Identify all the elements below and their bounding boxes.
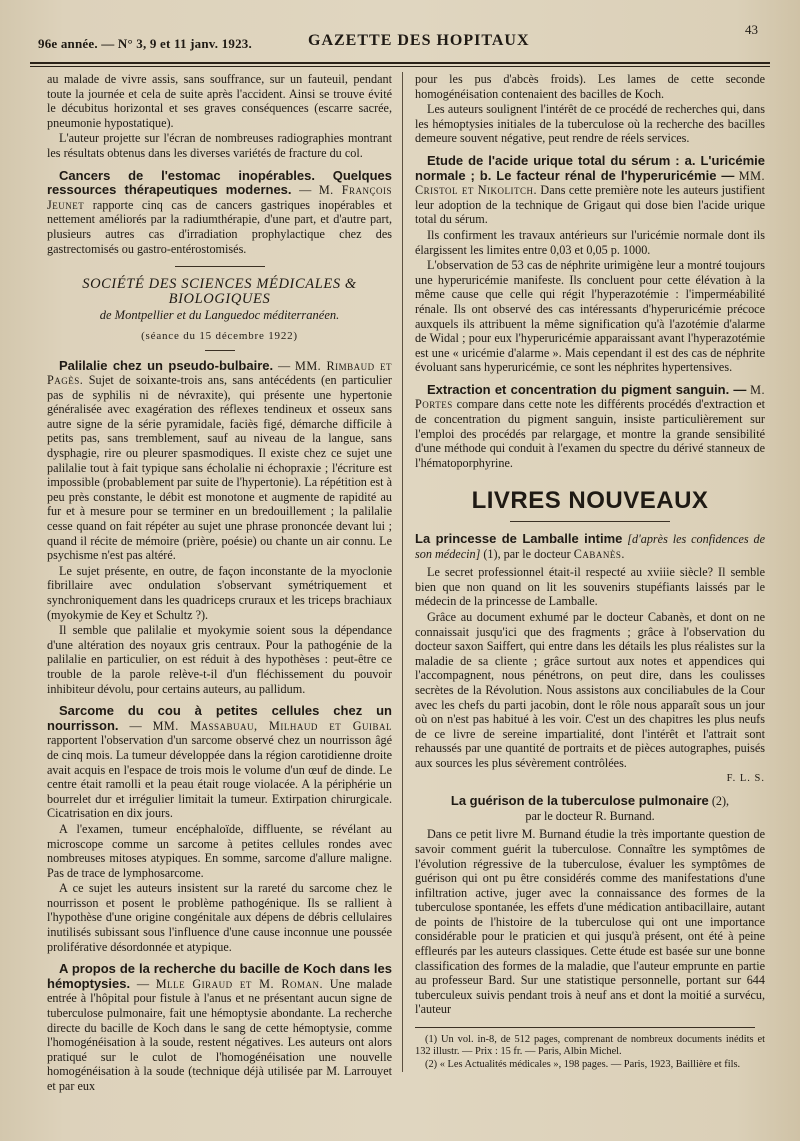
article-author: Mlle Giraud et M. Roman. [155,976,323,991]
session-date: (séance du 15 décembre 1922) [141,329,298,342]
section-rule [175,266,265,267]
footnote: (1) Un vol. in-8, de 512 pages, comprenant de nombreux documents inédits et 132 illustr. — Prix : 15 fr. — Paris, Albin Michel. [415,1034,765,1058]
page-number: 43 [745,22,758,37]
footnote-rule [415,1027,755,1028]
article-title: Sarcome du cou à petites cellules chez un nourrisson. [47,703,392,733]
book-title: La princesse de Lamballe intime [415,531,623,547]
header-rule [30,62,770,64]
sarcome-article: Sarcome du cou à petites cellules chez un nourrisson. — MM. Massabuau, Milhaud et Guibal rapportent l'observation d'un sarcome observé chez un nourrisson âgé de cinq mois. La tumeur développée dans la région carotidienne droite avait acquis en l'espace de trois mois le volume d'un œuf de dinde. Le centre était ramolli et la peau était rouge violacée. A la périphérie un bourrelet dur et irrégulier limitait la tumeur. Extirpation chirurgicale. Cicatrisation en dix jours. [47,703,392,821]
article-body: Sujet de soixante-trois ans, sans antécédents (en particulier pas de syphilis ni de névraxite), qui présente une hypertonie généralisée avec exagération des réflexes tendineux et osseux sans autre signe de la série pyramidale, faciès figé, démarche difficile à petits pas, sans tremblement, sauf au niveau de la langue, sans dysphagie, rire ou pleurer spasmodiques. Il existe chez ce sujet une palilalie tout à fait typique sans écholalie ni échopraxie ; l'écriture est impossible (probablement par suite de l'hypertonie). La répétition est à peu près constante, le débit est monotone et augmente de rapidité au fur et à mesure pour se terminer en un bredouillement ; la palilalie cesse quand on fait répéter au sujet une phrase prononcée devant lui ; quand il récite de mémoire (prière, poésie) ou chante un air connu. Le psychisme n'est pas altéré. [47,373,392,563]
koch-article: A propos de la recherche du bacille de Koch dans les hémoptysies. — Mlle Giraud et M. Roman. Une malade entrée à l'hôpital pour fistule à l'anus et ne présentant aucun signe de tuberculose pulmonaire, fait une hémoptysie abondante. La recherche directe du bacille de Koch dans le sang de cette hémoptysie, comme l'homogénéisation à la soude, restent négatives. Les auteurs ont alors pratiqué sur le culot de l'homogénéisation une nouvelle homogénéisation à la soude (technique déjà utilisée par M. Larrouyet et par eux [47,961,393,1093]
left-column [47,72,392,1095]
footnote: (2) « Les Actualités médicales », 198 pages. — Paris, 1923, Baillière et fils. [425,1059,741,1071]
book-author: Cabanès. [573,546,625,561]
paragraph: Ils confirment les travaux antérieurs sur l'uricémie normale dont ils élargissent les limites entre 0,03 et 0,05 p. 1000. [415,227,765,257]
paragraph: A l'examen, tumeur encéphaloïde, diffluente, se révélant au microscope comme un sarcome à petites cellules rondes avec nombreuses mitoses atypiques. En somme, sarcome d'allure maligne. Pas de trace de lymphosarcome. [47,821,392,880]
paragraph: au malade de vivre assis, sans souffrance, sur un fauteuil, pendant toute la journée et cela de suite après l'accident. Ainsi se trouve évité le décubitus horizontal et ses graves conséquences (escarre sacrée, pneumonie hypostatique). [47,72,392,130]
paragraph: Dans ce petit livre M. Burnand étudie la très importante question de savoir comment guérit la tuberculose. Connaître les symptômes de l'évolution régressive de la tuberculose, évaluer les symptômes de guérison qui ont pu être considérés comme des manifestations d'une infiltration active, juger avec la connaissance des formes de la tuberculose spontanée, les effets d'une médication antibacillaire, autant de points de l'histoire de la tuberculose qui ont une importance considérable pour le praticien et qui jusqu'à présent, ont été à peine effleurés par les auteurs classiques. Cette étude est basée sur une bonne classification des formes de la maladie, que l'auteur emprunte en partie au professeur Bard. Sur une statistique personnelle, portant sur 644 tuberculeux suivis pendant trois à neuf ans et dont la moitié a survécu, l'auteur [415,827,765,1017]
palilalie-article: Palilalie chez un pseudo-bulbaire. — MM. Rimbaud et Pagès. Sujet de soixante-trois ans, sans antécédents (en particulier pas de syphilis ni de névraxite), qui présente une hypertonie généralisée avec exagération des réflexes tendineux et osseux sans autre signe de la série pyramidale, faciès figé, démarche difficile à petits pas, sans tremblement, sauf au niveau de la langue, sans dysphagie, rire ou pleurer spasmodiques. Il existe chez ce sujet une palilalie tout à fait typique sans écholalie ni échopraxie ; l'écriture est impossible (probablement par suite de l'hypertonie). La répétition est à peu près constante, le débit est monotone et augmente de rapidité au fur et à mesure pour se terminer en un bredouillement ; la palilalie cesse quand on fait répéter au sujet une phrase prononcée devant lui ; quand il récite de mémoire (prière, poésie) ou chante un air connu. Le psychisme n'est pas altéré. [47,357,392,563]
article-title: Palilalie chez un pseudo-bulbaire. [59,357,274,373]
journal-title: GAZETTE DES HOPITAUX [308,32,530,49]
page-header [38,18,778,54]
paragraph: pour les pus d'abcès froids). Les lames de cette seconde homogénéisation contenaient des bacilles de Koch. [415,72,765,101]
right-column [415,72,765,1072]
paragraph: A ce sujet les auteurs insistent sur la rareté du sarcome chez le nourrisson et posent le problème pathogénique. Ils se rallient à l'hypothèse d'une origine congénitale aux dépens de débris cellulaires inutilisés subissant sous l'influence d'une cause inconnue une poussée proliférative désordonnée et atypique. [47,881,392,954]
article-author: MM. Massabuau, Milhaud et Guibal [152,718,392,733]
book-title: La guérison de la tuberculose pulmonaire [450,793,709,809]
society-subtitle: de Montpellier et du Languedoc méditerranéen. [99,308,340,323]
column-divider [402,72,403,1072]
paragraph: Le sujet présente, en outre, de façon inconstante de la myoclonie fibrillaire avec ondulation s'observant symétriquement et synchroniquement dans les quadriceps cruraux et les triceps brachiaux (myokymie de Key et Schultz ?). [47,563,392,622]
article-body: Dans cette première note les auteurs justifient leur adoption de la technique de Grigaut qui dose bien l'acide urique total du sérum. [415,183,765,227]
footnote-ref: (2), [711,794,730,809]
article-author: M. Portes [415,382,766,412]
issue-info: 96e année. — N° 3, 9 et 11 janv. 1923. [38,36,252,51]
pigment-article [415,383,765,471]
section-rule [510,521,670,522]
article-author: MM. Cristol et Nikolitch. [415,168,766,198]
book-subtitle: [d'après les confidences de son médecin] [415,532,765,561]
book-review-title [415,794,765,823]
article-body: rapporte cinq cas de cancers gastriques inopérables et nettement améliorés par la radiumthérapie, d'une part, et d'autre part, plusieurs autres cas d'irradiation prophylactique chez des gastrectomisés ou gastro-entérostomisés. [47,197,393,256]
article-title: A propos de la recherche du bacille de Koch dans les hémoptysies. [47,961,392,991]
book-review-title [415,532,765,561]
header-rule-thin [30,66,770,67]
paragraph: L'auteur projette sur l'écran de nombreuses radiographies montrant les résultats obtenus dans les diverses variétés de fracture du col. [47,131,392,160]
society-title: SOCIÉTÉ DES SCIENCES MÉDICALES & BIOLOGIQUES [82,276,357,307]
small-rule [205,350,235,351]
paragraph: Grâce au document exhumé par le docteur Cabanès, et dont on ne connaissait jusqu'ici que des fragments ; grâce à l'observation du docteur saxon Saiffert, qui entre dans les détails les plus réalistes sur la maladie de sa cliente ; grâce surtout aux notes et appendices qui l'accompagnent, nous pénétrons, on peut dire, dans les coulisses secrètes de la Révolution. Nous assistons aux conciliabules de la Cour avec les chefs du parti jacobin, dont le rôle nous apparaît sous un jour où on n'est pas habitué à les voir. C'est un des chapitres les plus neufs de ce livre de sereine impartialité, dont l'intérêt et l'attrait sont rehaussés par une quantité de portraits et de pièces autographes, puisés aux sources les plus sévèrement contrôlées. [415,610,765,770]
article-body: Une malade entrée à l'hôpital pour fistule à l'anus et ne présentant aucun signe de tuberculose pulmonaire, fait une hémoptysie abondante. La recherche directe du bacille de Koch dans le sang de cette hémoptysie, comme l'homogénéisation à la soude, restent négatives. Les auteurs ont alors pratiqué sur le culot de l'homogénéisation une nouvelle homogénéisation à la soude (technique déjà utilisée par M. Larrouyet et par eux [47,976,393,1093]
cancer-article: Cancers de l'estomac inopérables. Quelques ressources thérapeutiques modernes. — M. François Jeunet rapporte cinq cas de cancers gastriques inopérables et nettement améliorés par la radiumthérapie, d'une part, et d'autre part, plusieurs autres cas d'irradiation prophylactique chez des gastrectomisés ou gastro-entérostomisés. [47,167,393,256]
footnote-ref: (1), par le docteur [483,546,571,561]
article-title: Cancers de l'estomac inopérables. Quelques ressources thérapeutiques modernes. [47,167,392,198]
review-signature: F. L. S. [726,772,765,784]
article-title: Etude de l'acide urique total du sérum : a. L'uricémie normale ; b. Le facteur rénal de l'hyperuricémie — [415,152,765,183]
article-body: rapportent l'observation d'un sarcome observé chez un nourrisson âgé de cinq mois. La tumeur développée dans la région carotidienne droite avait acquis en l'espace de trois mois le volume d'un œuf de dinde. Le centre était ramolli et la peau était rouge violacée. A la périphérie un bourrelet dur et irrégulier limitait la tumeur. Extirpation chirurgicale. Cicatrisation en dix jours. [47,733,392,821]
article-body: compare dans cette note les différents procédés d'extraction et de concentration du pigment sanguin, insiste particulièrement sur l'emploi des procédés par relargage, et montre la grande sensibilité d'une méthode qui conduit à l'examen du spectre du dérivé stanneux de l'hématoporphyrine. [415,397,765,470]
article-author: MM. Rimbaud et Pagès. [47,358,392,388]
article-author: M. François Jeunet [47,183,393,212]
section-heading: LIVRES NOUVEAUX [471,487,709,515]
paragraph: Il semble que palilalie et myokymie soient sous la dépendance d'une altération des noyaux gris centraux. Pour la pathogénie de la palilalie en particulier, on est réduit à des hypothèses : peut-être ce trouble de la parole relève-t-il d'un fléchissement du pouvoir inhibiteur dévolu, pour certains auteurs, au pallidum. [47,623,392,696]
paragraph: L'observation de 53 cas de néphrite urimigène leur a montré toujours une hyperuricémie manifeste. Ils concluent pour cette élévation à la même cause que celle qui régit l'hyperazotémie : l'imperméabilité rénale. Ils ont observé des cas intéressants d'hyperuricémie précoce auxquels ils attribuent la même signification qu'à l'azotémie d'alarme de Widal ; pour eux l'hyperuricémie apparaissant avant l'hyperazotémie est une « uricémie d'alarme ». Mais cependant il est des cas de néphrite évoluant sans hyperuricémie, ce sont les néphrites hypertensives. [415,258,765,375]
book-author: par le docteur R. Burnand. [525,808,655,823]
paragraph: Les auteurs soulignent l'intérêt de ce procédé de recherches qui, dans les hémoptysies initiales de la tuberculose où la recherche des bacilles demeure souvent négative, peut rendre de réels services. [415,102,765,146]
uric-article [415,154,765,227]
article-title: Extraction et concentration du pigment sanguin. — [427,381,747,397]
paragraph: Le secret professionnel était-il respecté au xviiie siècle? Il semble bien que non quand on lit les souvenirs stupéfiants laissés par le médecin de la princesse de Lamballe. [415,565,765,609]
